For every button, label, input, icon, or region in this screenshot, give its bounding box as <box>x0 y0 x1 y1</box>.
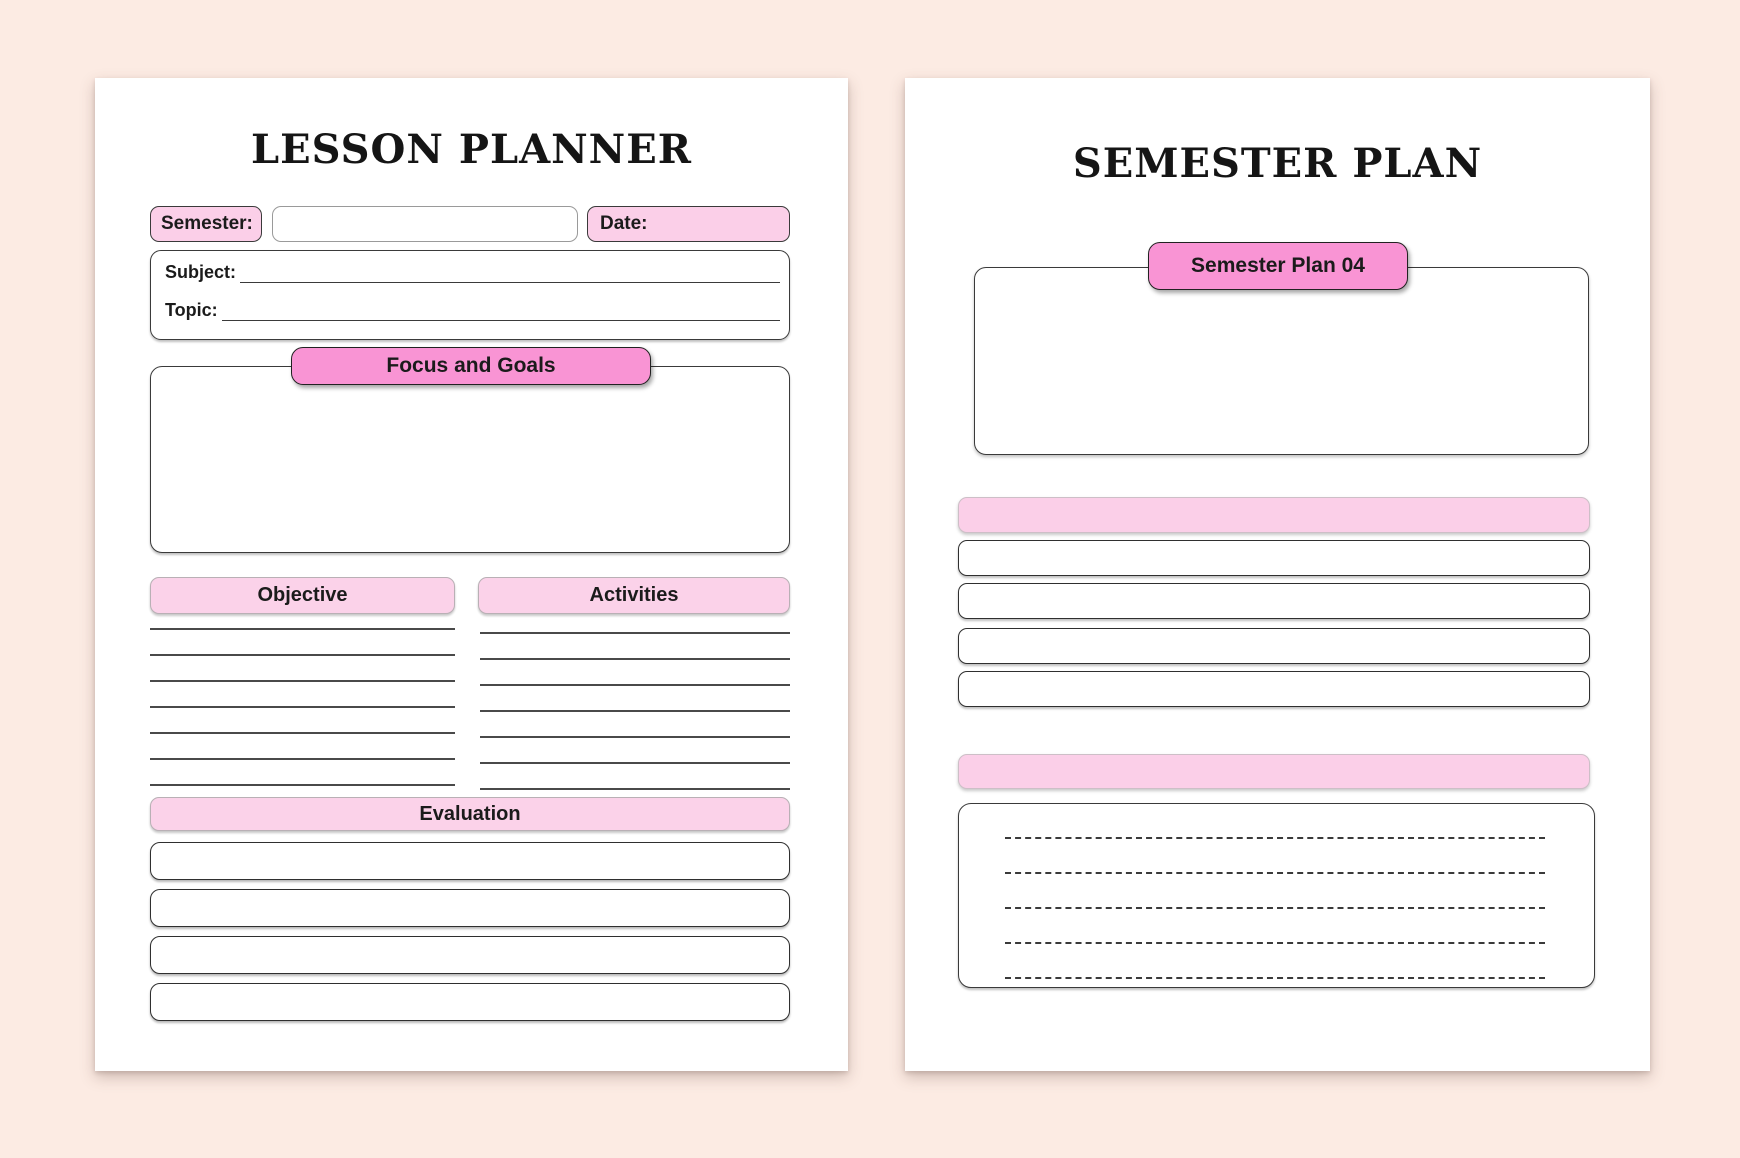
subject-field <box>165 260 780 283</box>
objective-ruled-line[interactable] <box>150 734 455 760</box>
activities-ruled-line[interactable] <box>480 712 790 738</box>
plan-list-box[interactable] <box>958 540 1590 576</box>
focus-goals-box[interactable] <box>150 366 790 553</box>
semester-label: Semester: <box>150 206 262 242</box>
objective-ruled-line[interactable] <box>150 760 455 786</box>
evaluation-box[interactable] <box>150 842 790 880</box>
objective-ruled-line[interactable] <box>150 682 455 708</box>
subject-write-line[interactable] <box>240 260 780 283</box>
notes-dashed-line[interactable] <box>1005 804 1545 839</box>
plan-list-box[interactable] <box>958 628 1590 664</box>
activities-ruled-line[interactable] <box>480 764 790 790</box>
plan-list-box[interactable] <box>958 583 1590 619</box>
evaluation-box[interactable] <box>150 889 790 927</box>
notes-dashed-line[interactable] <box>1005 874 1545 909</box>
semester-plan-box[interactable] <box>974 267 1589 455</box>
activities-ruled-line[interactable] <box>480 660 790 686</box>
subject-label: Subject: <box>165 262 237 282</box>
topic-write-line[interactable] <box>222 298 780 321</box>
activities-ruled-line[interactable] <box>480 686 790 712</box>
objective-header: Objective <box>150 577 455 614</box>
activities-ruled-line[interactable] <box>480 634 790 660</box>
objective-ruled-line[interactable] <box>150 604 455 630</box>
date-label: Date: <box>587 206 790 242</box>
activities-header: Activities <box>478 577 790 614</box>
semester-plan-title: SEMESTER PLAN <box>1072 140 1483 187</box>
notes-dashed-line[interactable] <box>1005 944 1545 979</box>
objective-ruled-line[interactable] <box>150 708 455 734</box>
objective-ruled-line[interactable] <box>150 630 455 656</box>
objective-ruled-line[interactable] <box>150 656 455 682</box>
section1-pink-bar[interactable] <box>958 497 1590 533</box>
evaluation-header: Evaluation <box>150 797 790 831</box>
plan-list-box[interactable] <box>958 671 1590 707</box>
focus-goals-header: Focus and Goals <box>291 347 651 385</box>
semester-plan-04-tab: Semester Plan 04 <box>1148 242 1408 290</box>
lesson-planner-page <box>95 78 848 1071</box>
notes-dashed-lines <box>1005 804 1545 979</box>
lesson-planner-title: LESSON PLANNER <box>251 126 692 173</box>
activities-lines <box>480 608 790 790</box>
section2-pink-bar[interactable] <box>958 754 1590 789</box>
topic-label: Topic: <box>165 300 218 320</box>
objective-lines <box>150 604 455 786</box>
activities-ruled-line[interactable] <box>480 738 790 764</box>
notes-dashed-line[interactable] <box>1005 839 1545 874</box>
topic-field <box>165 298 780 321</box>
semester-input[interactable] <box>272 206 578 242</box>
evaluation-box[interactable] <box>150 936 790 974</box>
evaluation-box[interactable] <box>150 983 790 1021</box>
semester-plan-page <box>905 78 1650 1071</box>
notes-dashed-line[interactable] <box>1005 909 1545 944</box>
activities-ruled-line[interactable] <box>480 608 790 634</box>
